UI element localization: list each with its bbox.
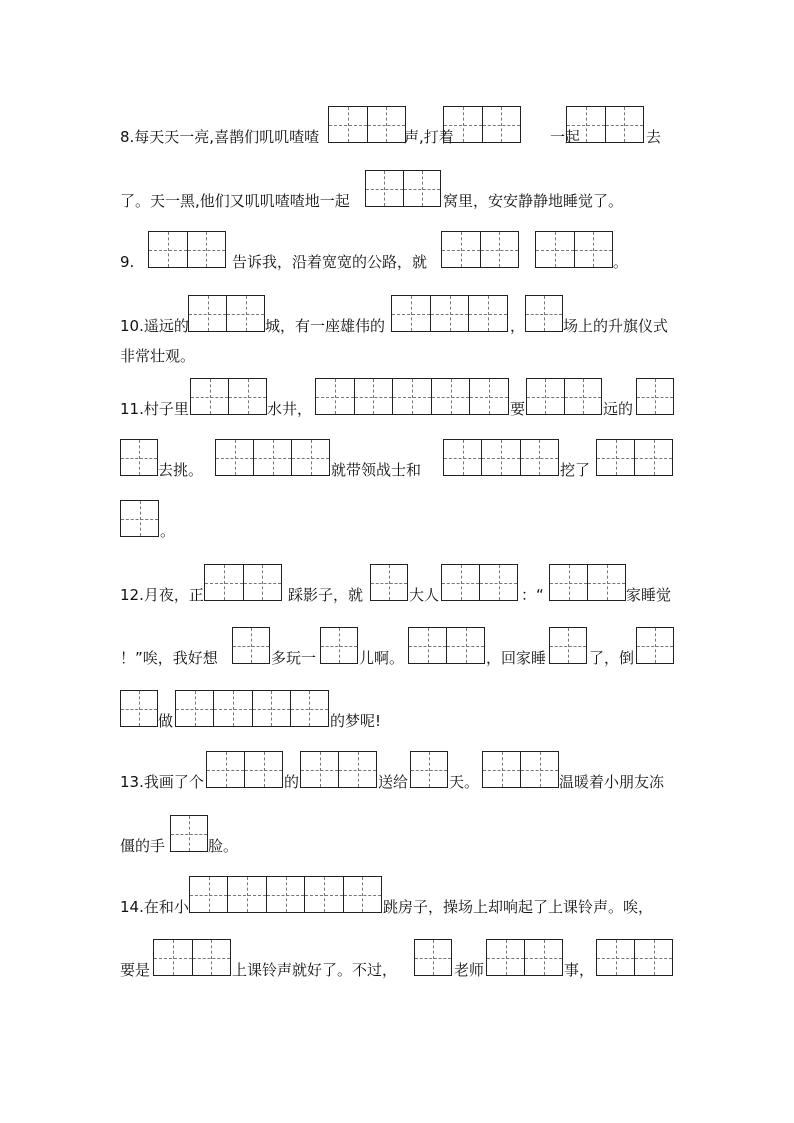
answer-box-group[interactable] (315, 378, 509, 415)
answer-box-group[interactable] (320, 627, 358, 664)
tianzige-cell[interactable] (392, 296, 430, 331)
tianzige-cell[interactable] (290, 691, 328, 726)
tianzige-cell[interactable] (371, 565, 407, 600)
tianzige-cell[interactable] (366, 171, 403, 206)
sentence-text: 要是 (120, 961, 151, 979)
tianzige-cell[interactable] (301, 752, 338, 787)
answer-box-group[interactable] (441, 231, 519, 268)
tianzige-cell[interactable] (121, 440, 157, 475)
sentence-text: 11.村子里 (120, 400, 189, 418)
tianzige-cell[interactable] (338, 752, 376, 787)
sentence-line-q13b (0, 815, 794, 855)
tianzige-cell[interactable] (329, 107, 367, 142)
sentence-line-q12a (0, 564, 794, 604)
tianzige-cell[interactable] (536, 232, 574, 267)
sentence-text: 老师 (454, 961, 485, 979)
tianzige-cell[interactable] (415, 940, 451, 975)
sentence-text: 场上的升旗仪式 (563, 317, 669, 335)
sentence-text: 温暖着小朋友冻 (559, 773, 665, 791)
tianzige-cell[interactable] (154, 940, 192, 975)
answer-box-group[interactable] (486, 939, 563, 976)
sentence-line-q12b (0, 627, 794, 667)
answer-box-group[interactable] (566, 106, 644, 143)
sentence-text: ，回家睡 (486, 649, 547, 667)
tianzige-cell[interactable] (189, 296, 226, 331)
tianzige-cell[interactable] (468, 296, 507, 331)
tianzige-cell[interactable] (191, 379, 228, 414)
answer-box-group[interactable] (596, 439, 673, 476)
sentence-text: 的 (284, 773, 300, 791)
sentence-line-q12c (0, 690, 794, 730)
sentence-text: 家睡觉 (626, 586, 672, 604)
tianzige-cell[interactable] (550, 565, 587, 600)
answer-box-group[interactable] (441, 564, 518, 601)
answer-box-group[interactable] (206, 751, 283, 788)
answer-box-group[interactable] (189, 876, 382, 913)
sentence-text: ， (510, 317, 526, 335)
tianzige-cell[interactable] (480, 232, 519, 267)
tianzige-cell[interactable] (304, 877, 342, 912)
sentence-text: 城，有一座雄伟的 (265, 317, 386, 335)
tianzige-cell[interactable] (637, 379, 673, 414)
tianzige-cell[interactable] (321, 628, 357, 663)
sentence-text: 12.月夜，正 (120, 586, 204, 604)
tianzige-cell[interactable] (487, 940, 524, 975)
tianzige-cell[interactable] (520, 752, 558, 787)
sentence-text: 。 (613, 253, 629, 271)
answer-box-group[interactable] (549, 564, 626, 601)
answer-box-group[interactable] (204, 564, 282, 601)
sentence-line-q10b (0, 339, 794, 365)
answer-box-group[interactable] (120, 500, 159, 537)
sentence-text: 跳房子，操场上却响起了上课铃声。唉， (383, 898, 654, 916)
tianzige-cell[interactable] (634, 940, 672, 975)
answer-box-group[interactable] (190, 378, 267, 415)
sentence-text: 天。 (449, 773, 480, 791)
answer-box-group[interactable] (636, 627, 674, 664)
answer-box-group[interactable] (526, 378, 602, 415)
sentence-text: 事， (564, 961, 595, 979)
sentence-text: 送给 (378, 773, 409, 791)
sentence-line-q10a (0, 295, 794, 335)
answer-box-group[interactable] (328, 106, 406, 143)
answer-box-group[interactable] (410, 751, 448, 788)
tianzige-cell[interactable] (233, 628, 269, 663)
answer-box-group[interactable] (636, 378, 674, 415)
tianzige-cell[interactable] (597, 940, 634, 975)
tianzige-cell[interactable] (409, 628, 446, 663)
tianzige-cell[interactable] (121, 691, 157, 726)
tianzige-cell[interactable] (244, 752, 282, 787)
sentence-line-q8a (0, 106, 794, 146)
sentence-text: 非常壮观。 (120, 347, 196, 365)
answer-box-group[interactable] (175, 690, 329, 727)
tianzige-cell[interactable] (469, 379, 508, 414)
answer-box-group[interactable] (443, 439, 559, 476)
sentence-text: 。 (160, 522, 176, 540)
answer-box-group[interactable] (525, 295, 563, 332)
tianzige-cell[interactable] (253, 440, 291, 475)
sentence-line-q14b (0, 939, 794, 979)
sentence-line-q9 (0, 231, 794, 271)
tianzige-cell[interactable] (431, 379, 470, 414)
answer-box-group[interactable] (120, 690, 158, 727)
sentence-text: 了，倒 (589, 649, 635, 667)
sentence-text: 就带领战士和 (331, 461, 422, 479)
tianzige-cell[interactable] (442, 565, 479, 600)
sentence-text: 多玩一 (271, 649, 317, 667)
answer-box-group[interactable] (153, 939, 231, 976)
answer-box-group[interactable] (482, 751, 559, 788)
sentence-text: 踩影子，就 (288, 586, 364, 604)
answer-box-group[interactable] (170, 815, 208, 852)
tianzige-cell[interactable] (192, 940, 231, 975)
tianzige-cell[interactable] (291, 440, 329, 475)
sentence-line-q11a (0, 378, 794, 418)
tianzige-cell[interactable] (637, 628, 673, 663)
answer-box-group[interactable] (300, 751, 377, 788)
tianzige-cell[interactable] (213, 691, 251, 726)
tianzige-cell[interactable] (481, 440, 519, 475)
sentence-line-q11c (0, 500, 794, 540)
tianzige-cell[interactable] (524, 940, 562, 975)
tianzige-cell[interactable] (564, 379, 602, 414)
tianzige-cell[interactable] (343, 877, 381, 912)
sentence-text: 9. (120, 253, 135, 271)
sentence-text: 10.遥远的 (120, 317, 189, 335)
tianzige-cell[interactable] (403, 171, 441, 206)
answer-box-group[interactable] (120, 439, 158, 476)
sentence-text: 14.在和小 (120, 898, 189, 916)
tianzige-cell[interactable] (550, 628, 586, 663)
tianzige-cell[interactable] (176, 691, 213, 726)
tianzige-cell[interactable] (392, 379, 431, 414)
sentence-text: 要 (510, 400, 526, 418)
tianzige-cell[interactable] (442, 232, 480, 267)
tianzige-cell[interactable] (216, 440, 253, 475)
sentence-text: ！”唉，我好想 (120, 649, 218, 667)
sentence-text: 去 (646, 128, 662, 146)
tianzige-cell[interactable] (252, 691, 290, 726)
tianzige-cell[interactable] (228, 379, 266, 414)
answer-box-group[interactable] (215, 439, 330, 476)
answer-box-group[interactable] (535, 231, 613, 268)
tianzige-cell[interactable] (526, 296, 562, 331)
tianzige-cell[interactable] (171, 816, 207, 851)
answer-box-group[interactable] (370, 564, 408, 601)
sentence-text: 8.每天天一亮,喜鹊们叽叽喳喳 (120, 128, 320, 146)
tianzige-cell[interactable] (482, 107, 521, 142)
tianzige-cell[interactable] (205, 565, 243, 600)
tianzige-cell[interactable] (444, 107, 482, 142)
sentence-text: 儿啊。 (359, 649, 405, 667)
sentence-text: 挖了 (560, 461, 591, 479)
tianzige-cell[interactable] (149, 232, 187, 267)
sentence-text: 上课铃声就好了。不过， (232, 961, 398, 979)
answer-box-group[interactable] (188, 295, 265, 332)
sentence-text: 水井， (267, 400, 313, 418)
tianzige-cell[interactable] (227, 877, 265, 912)
answer-box-group[interactable] (408, 627, 485, 664)
tianzige-cell[interactable] (520, 440, 558, 475)
sentence-line-q14a (0, 876, 794, 916)
tianzige-cell[interactable] (187, 232, 226, 267)
tianzige-cell[interactable] (121, 501, 158, 536)
answer-box-group[interactable] (391, 295, 508, 332)
answer-box-group[interactable] (549, 627, 587, 664)
sentence-text: 大人 (409, 586, 440, 604)
answer-box-group[interactable] (148, 231, 226, 268)
sentence-text: 脸。 (208, 837, 239, 855)
tianzige-cell[interactable] (430, 296, 469, 331)
tianzige-cell[interactable] (567, 107, 605, 142)
sentence-text: 了。天一黑,他们又叽叽喳喳地一起 (120, 192, 350, 210)
tianzige-cell[interactable] (446, 628, 484, 663)
tianzige-cell[interactable] (634, 440, 672, 475)
tianzige-cell[interactable] (574, 232, 613, 267)
answer-box-group[interactable] (232, 627, 270, 664)
tianzige-cell[interactable] (479, 565, 517, 600)
sentence-text: 做 (158, 712, 174, 730)
sentence-text: 窝里，安安静静地睡觉了。 (443, 192, 624, 210)
tianzige-cell[interactable] (411, 752, 447, 787)
answer-box-group[interactable] (443, 106, 521, 143)
sentence-text: 告诉我，沿着宽宽的公路，就 (232, 253, 428, 271)
tianzige-cell[interactable] (597, 440, 634, 475)
answer-box-group[interactable] (365, 170, 441, 207)
sentence-line-q8b (0, 170, 794, 210)
tianzige-cell[interactable] (367, 107, 406, 142)
tianzige-cell[interactable] (527, 379, 564, 414)
sentence-text: 去挑。 (158, 461, 204, 479)
tianzige-cell[interactable] (587, 565, 625, 600)
sentence-text: ：“ (521, 586, 544, 604)
tianzige-cell[interactable] (444, 440, 481, 475)
tianzige-cell[interactable] (354, 379, 393, 414)
answer-box-group[interactable] (414, 939, 452, 976)
sentence-line-q11b (0, 439, 794, 479)
tianzige-cell[interactable] (605, 107, 644, 142)
sentence-line-q13a (0, 751, 794, 791)
sentence-text: 声,打着 (404, 128, 454, 146)
tianzige-cell[interactable] (243, 565, 282, 600)
sentence-text: 一起 (550, 128, 581, 146)
sentence-text: 的梦呢! (330, 712, 382, 730)
sentence-text: 13.我画了个 (120, 773, 204, 791)
tianzige-cell[interactable] (316, 379, 354, 414)
sentence-text: 远的 (603, 400, 634, 418)
tianzige-cell[interactable] (483, 752, 520, 787)
answer-box-group[interactable] (596, 939, 673, 976)
sentence-text: 僵的手 (120, 837, 166, 855)
tianzige-cell[interactable] (207, 752, 244, 787)
tianzige-cell[interactable] (190, 877, 227, 912)
tianzige-cell[interactable] (266, 877, 304, 912)
tianzige-cell[interactable] (226, 296, 264, 331)
